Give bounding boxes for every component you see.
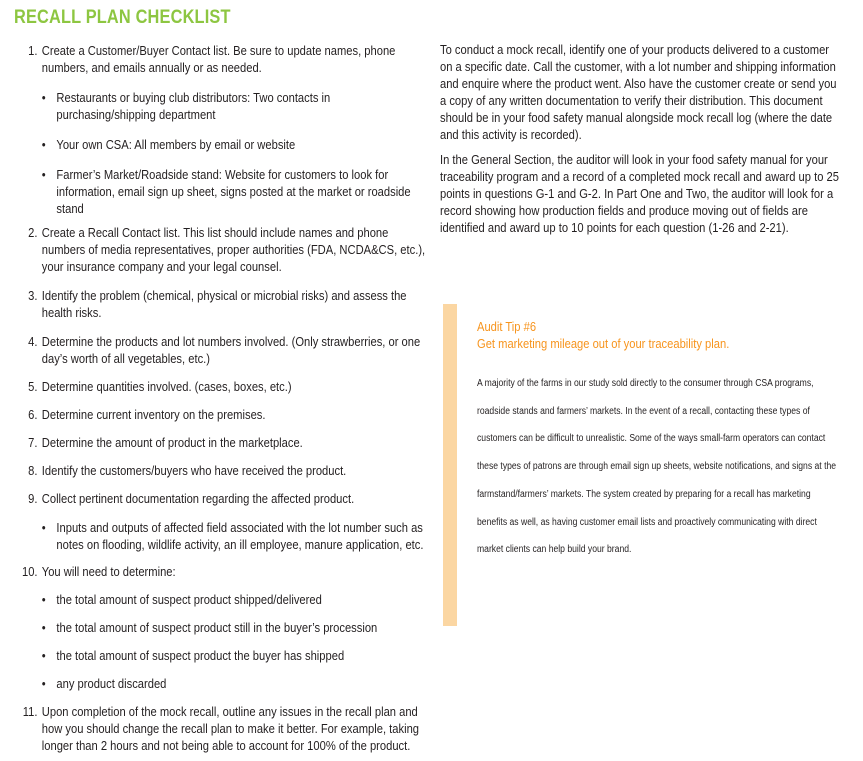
item-number: 3. — [28, 288, 38, 303]
bullet-inputs-outputs: • Inputs and outputs of affected field associated with the lot number such as notes on flooding, wildlife activity, an ill employee, manure application, etc. — [22, 519, 426, 553]
item-number: 2. — [28, 225, 38, 240]
bullet-farmers-market: • Farmer’s Market/Roadside stand: Website for customers to look for information, email sign up sheet, signs posted at the market or roadside stand — [22, 166, 426, 217]
checklist-item-11 — [22, 703, 426, 754]
bullet-csa: • Your own CSA: All members by email or website — [22, 136, 426, 153]
auditor-paragraph: In the General Section, the auditor will look in your food safety manual for your traceability program and a record of a completed mock recall and award up to 25 points in questions G-1 and G-2. In Part One and Two, the auditor will look for a record showing how production fields and produce moving out of fields are identified and award up to 10 points for each question (1-26 and 2-21). — [440, 152, 839, 235]
mock-recall-paragraph: To conduct a mock recall, identify one of your products delivered to a customer on a specific date. Call the customer, with a lot number and shipping information and enquire where the product went. Also have the customer create or send you a copy of any written documentation to verify their distribution. This document should be in your food safety manual alongside mock recall log (where the date and this activity is recorded). — [440, 42, 837, 142]
item-number: 10. — [22, 564, 38, 579]
item-text: Upon completion of the mock recall, outline any issues in the recall plan and how you should change the recall plan to make it better. For example, taking longer than 2 hours and not being able to account for 100% of the product. — [41, 704, 420, 753]
checklist-item-1 — [22, 42, 426, 76]
item-number: 5. — [28, 379, 38, 394]
audit-tip-box — [477, 318, 838, 564]
item-text: Collect pertinent documentation regarding the affected product. — [41, 491, 355, 506]
item-text: You will need to determine: — [41, 564, 176, 579]
audit-tip-body: A majority of the farms in our study sold directly to the consumer through CSA programs, roadside stands and farmers’ markets. In the event of a recall, contacting these types of customers can be difficult to unrealistic. Some of the ways small-farm operators can contact these types of patrons are through email sign up sheets, website notifications, and signs at the farmstand/farmers’ markets. The system created by preparing for a recall has marketing benefits as well, as having customer email lists and proactively communicating with direct market clients can help build your brand. — [477, 378, 837, 556]
bullet-shipped-delivered: • the total amount of suspect product shipped/delivered — [22, 591, 426, 608]
item-number: 6. — [28, 407, 38, 422]
audit-tip-label: Audit Tip #6 — [477, 319, 537, 334]
page-title: RECALL PLAN CHECKLIST — [14, 7, 231, 28]
checklist-item-9 — [22, 490, 426, 507]
audit-tip-heading: Get marketing mileage out of your traceability plan. — [477, 336, 730, 351]
item-text: Determine the products and lot numbers involved. (Only strawberries, or one day’s worth of all vegetables, etc.) — [41, 334, 421, 366]
item-text: Create a Recall Contact list. This list should include names and phone numbers of media representatives, proper authorities (FDA, NCDA&CS, etc.), your insurance company and your legal counsel. — [41, 225, 426, 274]
checklist-item-7 — [22, 434, 426, 451]
checklist-item-10 — [22, 563, 426, 580]
bullet-buyer-shipped: • the total amount of suspect product the buyer has shipped — [22, 647, 426, 664]
checklist-item-2 — [22, 224, 426, 275]
item-text: Determine current inventory on the premises. — [41, 407, 266, 422]
item-text: Determine quantities involved. (cases, boxes, etc.) — [41, 379, 292, 394]
item-text: Identify the customers/buyers who have received the product. — [41, 463, 347, 478]
checklist — [22, 42, 426, 754]
item-number: 1. — [28, 43, 38, 58]
item-number: 11. — [22, 704, 38, 719]
item-text: Create a Customer/Buyer Contact list. Be sure to update names, phone numbers, and emails annually or as needed. — [41, 43, 396, 75]
checklist-item-3 — [22, 287, 426, 321]
tip-accent-bar — [443, 304, 457, 626]
item-number: 8. — [28, 463, 38, 478]
checklist-item-5 — [22, 378, 426, 395]
item-number: 7. — [28, 435, 38, 450]
item-text: Identify the problem (chemical, physical or microbial risks) and assess the health risks. — [41, 288, 407, 320]
bullet-buyer-procession: • the total amount of suspect product still in the buyer’s procession — [22, 619, 426, 636]
checklist-item-6 — [22, 406, 426, 423]
bullet-restaurants: • Restaurants or buying club distributors: Two contacts in purchasing/shipping department — [22, 89, 426, 123]
bullet-discarded: • any product discarded — [22, 675, 426, 692]
intro-text — [440, 41, 844, 236]
item-number: 9. — [28, 491, 38, 506]
item-number: 4. — [28, 334, 38, 349]
item-text: Determine the amount of product in the marketplace. — [41, 435, 303, 450]
checklist-item-4 — [22, 333, 426, 367]
checklist-item-8 — [22, 462, 426, 479]
